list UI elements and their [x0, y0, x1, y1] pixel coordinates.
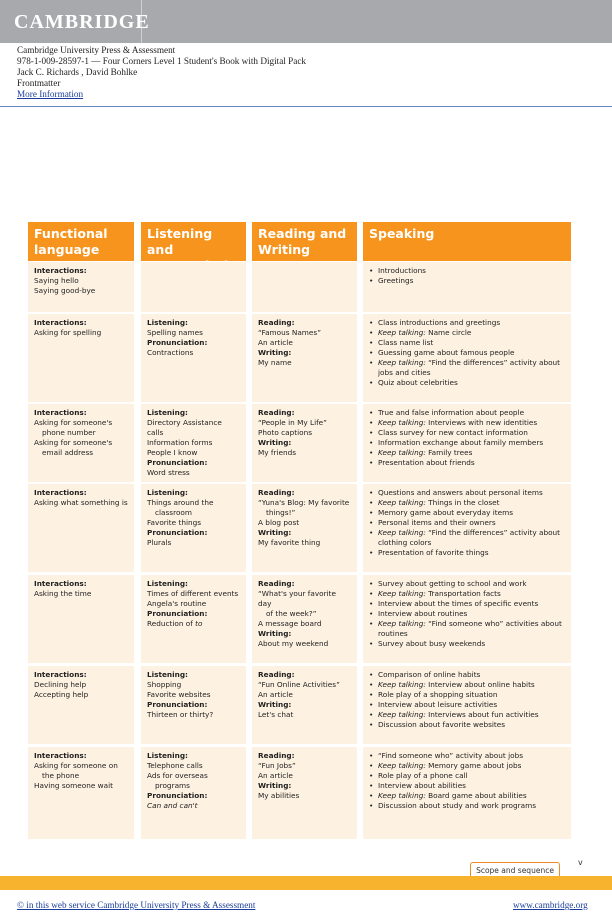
- speaking-list: [369, 579, 565, 649]
- cell-text: “Fun Jobs”: [258, 761, 296, 770]
- cell-label: Listening:: [147, 579, 188, 588]
- cell-func: [28, 575, 134, 663]
- header-functional-language: Functional language: [28, 222, 134, 261]
- speaking-item: • Class introductions and greetings: [369, 318, 565, 328]
- cell-text: My abilities: [258, 791, 300, 800]
- cell-text: A blog post: [258, 518, 300, 527]
- cell-text: “Famous Names”: [258, 328, 321, 337]
- footer-band: [0, 876, 612, 890]
- cell-text: Times of different events: [147, 589, 239, 598]
- cell-listen: [141, 262, 246, 312]
- cell-text: Contractions: [147, 348, 194, 357]
- speaking-item: • Greetings: [369, 276, 565, 286]
- speaking-list: [369, 408, 565, 468]
- cell-text: classroom: [155, 508, 192, 517]
- cell-speak: [363, 404, 571, 482]
- cell-text: “People in My Life”: [258, 418, 327, 427]
- cell-func: [28, 666, 134, 744]
- cell-text: Reduction of to: [147, 619, 203, 628]
- logo-box: [0, 0, 150, 43]
- cell-text: Ads for overseas: [147, 771, 208, 780]
- speaking-list: [369, 266, 565, 286]
- speaking-item: • Interview about abilities: [369, 781, 565, 791]
- speaking-item: • Keep talking: “Find the differences” activity about clothing colors: [369, 528, 565, 548]
- cell-label: Listening:: [147, 318, 188, 327]
- cell-speak: [363, 747, 571, 839]
- cell-speak: [363, 666, 571, 744]
- cell-listen: [141, 314, 246, 402]
- speaking-item: • Keep talking: Interviews with new identities: [369, 418, 565, 428]
- cell-text: An article: [258, 690, 293, 699]
- scope-sequence-tab: Scope and sequence: [470, 862, 560, 880]
- cell-text: Asking for spelling: [34, 328, 102, 337]
- cell-label: Writing:: [258, 700, 292, 709]
- page-number: v: [578, 858, 583, 867]
- cell-text: Favorite websites: [147, 690, 211, 699]
- cell-text: Favorite things: [147, 518, 202, 527]
- speaking-list: [369, 670, 565, 730]
- cell-label: Interactions:: [34, 751, 87, 760]
- cell-text: phone number: [42, 428, 96, 437]
- cell-text: Spelling names: [147, 328, 203, 337]
- cell-text: “What's your favorite day: [258, 589, 337, 608]
- cell-text: “Yuna's Blog: My favorite: [258, 498, 350, 507]
- speaking-item: • Personal items and their owners: [369, 518, 565, 528]
- cell-read: [252, 575, 357, 663]
- cell-label: Pronunciation:: [147, 528, 208, 537]
- cell-text: Asking for someone's: [34, 438, 113, 447]
- cell-label: Pronunciation:: [147, 458, 208, 467]
- speaking-item: • Discussion about study and work programs: [369, 801, 565, 811]
- speaking-item: • Interview about leisure activities: [369, 700, 565, 710]
- authors: Jack C. Richards , David Bohlke: [17, 67, 138, 78]
- speaking-item: • Class name list: [369, 338, 565, 348]
- cell-func: [28, 262, 134, 312]
- speaking-item: • Keep talking: Memory game about jobs: [369, 761, 565, 771]
- cell-label: Writing:: [258, 629, 292, 638]
- cell-label: Pronunciation:: [147, 609, 208, 618]
- publisher: Cambridge University Press & Assessment: [17, 45, 176, 55]
- cell-speak: [363, 484, 571, 572]
- cell-text: things!”: [266, 508, 296, 517]
- cell-text: My friends: [258, 448, 297, 457]
- cell-label: Interactions:: [34, 266, 87, 275]
- speaking-item: • Presentation of favorite things: [369, 548, 565, 558]
- cell-read: [252, 262, 357, 312]
- cell-label: Interactions:: [34, 579, 87, 588]
- cell-label: Listening:: [147, 670, 188, 679]
- speaking-item: • “Find someone who” activity about jobs: [369, 751, 565, 761]
- cell-text: Directory Assistance calls: [147, 418, 222, 437]
- speaking-list: [369, 318, 565, 388]
- cell-read: [252, 314, 357, 402]
- speaking-item: • Class survey for new contact information: [369, 428, 565, 438]
- speaking-item: • Keep talking: Transportation facts: [369, 589, 565, 599]
- speaking-item: • Guessing game about famous people: [369, 348, 565, 358]
- cell-read: [252, 404, 357, 482]
- cell-label: Reading:: [258, 488, 295, 497]
- speaking-item: • Interview about routines: [369, 609, 565, 619]
- cell-text: the phone: [42, 771, 80, 780]
- speaking-item: • Presentation about friends: [369, 458, 565, 468]
- cell-label: Interactions:: [34, 318, 87, 327]
- header-speaking: Speaking: [363, 222, 571, 261]
- cell-text: Declining help: [34, 680, 87, 689]
- website-link[interactable]: www.cambridge.org: [513, 900, 588, 910]
- cell-text: Thirteen or thirty?: [147, 710, 214, 719]
- cell-func: [28, 314, 134, 402]
- cell-func: [28, 484, 134, 572]
- cell-label: Pronunciation:: [147, 791, 208, 800]
- cell-text: Asking for someone on: [34, 761, 118, 770]
- cell-text: Asking for someone's: [34, 418, 113, 427]
- speaking-item: • Keep talking: Family trees: [369, 448, 565, 458]
- book-metadata: [17, 45, 306, 100]
- speaking-item: • True and false information about people: [369, 408, 565, 418]
- cell-label: Writing:: [258, 781, 292, 790]
- cell-text: Information forms: [147, 438, 213, 447]
- isbn-title: 978-1-009-28597-1 — Four Corners Level 1 Student's Book with Digital Pack: [17, 56, 306, 67]
- cell-listen: [141, 484, 246, 572]
- header-divider: [0, 106, 612, 107]
- cell-text: About my weekend: [258, 639, 329, 648]
- cell-label: Reading:: [258, 670, 295, 679]
- speaking-item: • Introductions: [369, 266, 565, 276]
- cell-label: Reading:: [258, 579, 295, 588]
- cell-text: Angela's routine: [147, 599, 207, 608]
- cell-text: My name: [258, 358, 292, 367]
- cell-label: Listening:: [147, 408, 188, 417]
- cell-text: Saying good-bye: [34, 286, 96, 295]
- cell-listen: [141, 404, 246, 482]
- cell-label: Reading:: [258, 408, 295, 417]
- cell-read: [252, 747, 357, 839]
- speaking-item: • Keep talking: Board game about abilities: [369, 791, 565, 801]
- cell-speak: [363, 575, 571, 663]
- cell-func: [28, 747, 134, 839]
- cell-text: People I know: [147, 448, 198, 457]
- cell-text: Can and can't: [147, 801, 198, 810]
- cell-read: [252, 484, 357, 572]
- more-information-link[interactable]: More Information: [17, 89, 84, 100]
- cell-text: Saying hello: [34, 276, 79, 285]
- cambridge-logo: CAMBRIDGE: [14, 11, 150, 33]
- cell-text: Photo captions: [258, 428, 313, 437]
- cell-text: My favorite thing: [258, 538, 321, 547]
- cell-label: Pronunciation:: [147, 700, 208, 709]
- speaking-item: • Interview about the times of specific events: [369, 599, 565, 609]
- cell-listen: [141, 575, 246, 663]
- speaking-list: [369, 488, 565, 558]
- cell-text: Asking the time: [34, 589, 92, 598]
- cell-label: Listening:: [147, 488, 188, 497]
- cell-label: Writing:: [258, 438, 292, 447]
- cell-label: Interactions:: [34, 670, 87, 679]
- cell-text: programs: [155, 781, 190, 790]
- speaking-list: [369, 751, 565, 811]
- cell-text: An article: [258, 338, 293, 347]
- cell-text: Accepting help: [34, 690, 89, 699]
- header-listening-pronunciation: Listening and: [141, 222, 246, 261]
- cell-label: Interactions:: [34, 408, 87, 417]
- cell-text: Having someone wait: [34, 781, 113, 790]
- cell-text: Telephone calls: [147, 761, 203, 770]
- cell-label: Writing:: [258, 348, 292, 357]
- speaking-item: • Keep talking: “Find the differences” activity about jobs and cities: [369, 358, 565, 378]
- cell-text: Shopping: [147, 680, 182, 689]
- cell-read: [252, 666, 357, 744]
- speaking-item: • Discussion about favorite websites: [369, 720, 565, 730]
- speaking-item: • Keep talking: Interviews about fun activities: [369, 710, 565, 720]
- speaking-item: • Keep talking: Interview about online habits: [369, 680, 565, 690]
- cell-text: Let's chat: [258, 710, 294, 719]
- cell-text: of the week?”: [266, 609, 317, 618]
- speaking-item: • Quiz about celebrities: [369, 378, 565, 388]
- cell-text: Plurals: [147, 538, 172, 547]
- cell-text: A message board: [258, 619, 322, 628]
- cell-label: Listening:: [147, 751, 188, 760]
- cell-text: An article: [258, 771, 293, 780]
- cell-func: [28, 404, 134, 482]
- speaking-item: • Questions and answers about personal items: [369, 488, 565, 498]
- cell-text: “Fun Online Activities”: [258, 680, 340, 689]
- cell-listen: [141, 666, 246, 744]
- cell-label: Writing:: [258, 528, 292, 537]
- speaking-item: • Keep talking: Things in the closet: [369, 498, 565, 508]
- cell-label: Reading:: [258, 318, 295, 327]
- section-name: Frontmatter: [17, 78, 61, 89]
- cell-label: Reading:: [258, 751, 295, 760]
- cell-speak: [363, 262, 571, 312]
- speaking-item: • Information exchange about family members: [369, 438, 565, 448]
- cell-label: Pronunciation:: [147, 338, 208, 347]
- speaking-item: • Role play of a phone call: [369, 771, 565, 781]
- speaking-item: • Survey about busy weekends: [369, 639, 565, 649]
- speaking-item: • Memory game about everyday items: [369, 508, 565, 518]
- speaking-item: • Keep talking: “Find someone who” activities about routines: [369, 619, 565, 639]
- cell-label: Interactions:: [34, 488, 87, 497]
- cell-listen: [141, 747, 246, 839]
- header-reading-writing: Reading and Writing: [252, 222, 357, 261]
- speaking-item: • Keep talking: Name circle: [369, 328, 565, 338]
- cell-speak: [363, 314, 571, 402]
- cell-text: Word stress: [147, 468, 190, 477]
- speaking-item: • Survey about getting to school and work: [369, 579, 565, 589]
- cell-text: Things around the: [147, 498, 214, 507]
- speaking-item: • Role play of a shopping situation: [369, 690, 565, 700]
- cell-text: email address: [42, 448, 94, 457]
- copyright-link[interactable]: © in this web service Cambridge University Press & Assessment: [17, 900, 256, 910]
- cell-text: Asking what something is: [34, 498, 128, 507]
- speaking-item: • Comparison of online habits: [369, 670, 565, 680]
